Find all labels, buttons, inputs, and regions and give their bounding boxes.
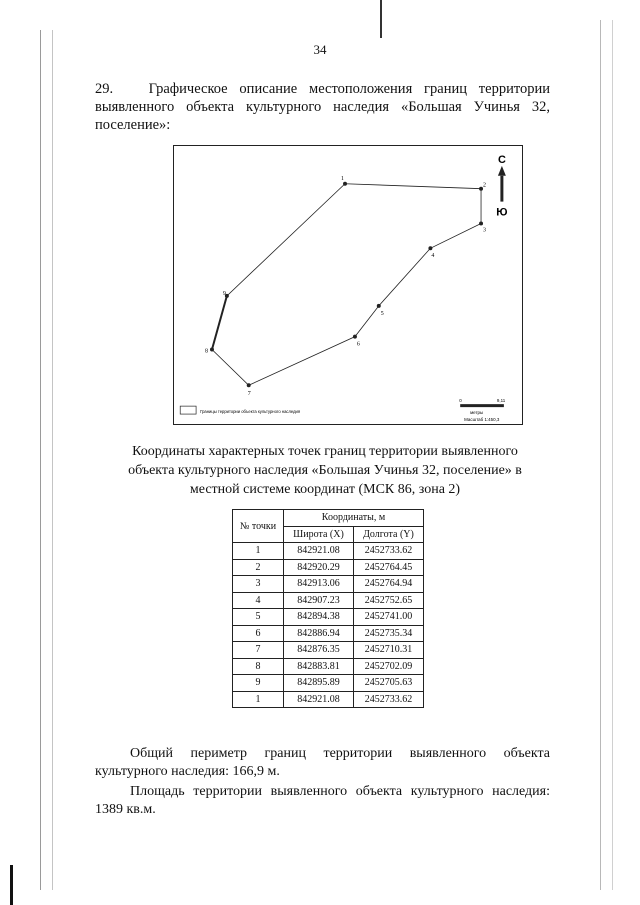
scan-border-line <box>380 0 382 38</box>
map-legend <box>180 406 300 414</box>
cell-point: 1 <box>233 543 284 560</box>
cell-x: 842907.23 <box>284 592 354 609</box>
boundary-segment-bold <box>212 296 227 350</box>
map-point-3 <box>479 221 486 233</box>
page-number: 34 <box>313 42 327 57</box>
cell-point: 3 <box>233 576 284 593</box>
scan-border-line <box>612 20 613 890</box>
cell-point: 1 <box>233 691 284 708</box>
map-point-9 <box>223 291 229 298</box>
cell-point: 7 <box>233 642 284 659</box>
cell-y: 2452752.65 <box>353 592 423 609</box>
table-caption: Координаты характерных точек границ территории выявленного объекта культурного наследия «Большая Учинья 32, поселение» в местной системе координат (МСК 86, зона 2) <box>128 444 522 497</box>
table-row <box>233 691 424 708</box>
scale-unit-label: метры <box>470 410 484 416</box>
legend-swatch <box>180 406 196 414</box>
map-point-7 <box>247 383 251 397</box>
cell-y: 2452764.94 <box>353 576 423 593</box>
map-point-8 <box>205 348 214 355</box>
cell-point: 8 <box>233 658 284 675</box>
table-row <box>233 658 424 675</box>
compass-south-label: Ю <box>496 206 508 219</box>
coordinates-table <box>232 509 424 708</box>
cell-y: 2452741.00 <box>353 609 423 626</box>
cell-x: 842883.81 <box>284 658 354 675</box>
cell-point: 6 <box>233 625 284 642</box>
cell-x: 842921.08 <box>284 691 354 708</box>
perimeter-text: Общий периметр границ территории выявленного объекта культурного наследия: 166,9 м. <box>95 746 550 779</box>
scale-end-label: 9,11 <box>496 398 506 404</box>
cell-x: 842876.35 <box>284 642 354 659</box>
table-row <box>233 559 424 576</box>
cell-y: 2452733.62 <box>353 543 423 560</box>
cell-x: 842895.89 <box>284 675 354 692</box>
scale-ratio-label: Масштаб 1:450,3 <box>464 417 500 423</box>
cell-y: 2452735.34 <box>353 625 423 642</box>
table-row <box>233 576 424 593</box>
compass-north-label: С <box>497 153 506 166</box>
map-point-6 <box>353 335 360 348</box>
table-row <box>233 642 424 659</box>
table-row <box>233 592 424 609</box>
table-row <box>233 543 424 560</box>
point-label-7: 7 <box>247 391 251 398</box>
point-label-8: 8 <box>205 348 208 355</box>
cell-y: 2452733.62 <box>353 691 423 708</box>
map-point-4 <box>428 246 434 259</box>
cell-y: 2452764.45 <box>353 559 423 576</box>
map-point-2 <box>479 183 486 191</box>
table-row <box>233 625 424 642</box>
point-label-1: 1 <box>341 175 345 182</box>
header-point-number: № точки <box>233 510 284 543</box>
cell-y: 2452710.31 <box>353 642 423 659</box>
point-label-6: 6 <box>356 341 360 348</box>
map-point-5 <box>377 304 384 317</box>
cell-y: 2452705.63 <box>353 675 423 692</box>
scan-border-line <box>600 20 601 890</box>
point-label-9: 9 <box>222 290 226 297</box>
scan-border-line <box>52 30 53 890</box>
section-heading: 29. Графическое описание местоположения границ территории выявленного объекта культурного наследия «Большая Учинья 32, поселение»: <box>95 81 550 133</box>
boundary-map <box>173 145 523 425</box>
cell-point: 5 <box>233 609 284 626</box>
point-label-2: 2 <box>483 182 486 189</box>
scan-border-line <box>40 30 41 890</box>
cell-x: 842921.08 <box>284 543 354 560</box>
point-label-3: 3 <box>483 227 486 234</box>
cell-point: 2 <box>233 559 284 576</box>
boundary-polygon <box>212 184 481 386</box>
scale-start-label: 0 <box>459 398 462 404</box>
scale-bar <box>459 398 506 422</box>
map-point-1 <box>341 176 347 186</box>
compass-icon <box>496 154 507 219</box>
header-coordinates: Координаты, м <box>284 510 424 527</box>
cell-x: 842886.94 <box>284 625 354 642</box>
cell-point: 4 <box>233 592 284 609</box>
point-label-5: 5 <box>380 310 384 317</box>
boundary-map-svg <box>174 146 522 424</box>
table-row <box>233 609 424 626</box>
point-label-4: 4 <box>431 253 435 260</box>
cell-x: 842894.38 <box>284 609 354 626</box>
area-text: Площадь территории выявленного объекта культурного наследия: 1389 кв.м. <box>95 784 550 817</box>
cell-x: 842913.06 <box>284 576 354 593</box>
table-row <box>233 675 424 692</box>
cell-y: 2452702.09 <box>353 658 423 675</box>
scan-border-line <box>10 865 13 905</box>
header-latitude: Широта (X) <box>284 526 354 543</box>
cell-point: 9 <box>233 675 284 692</box>
header-longitude: Долгота (Y) <box>353 526 423 543</box>
cell-x: 842920.29 <box>284 559 354 576</box>
legend-label: Границы территории объекта культурного наследия <box>200 409 301 415</box>
